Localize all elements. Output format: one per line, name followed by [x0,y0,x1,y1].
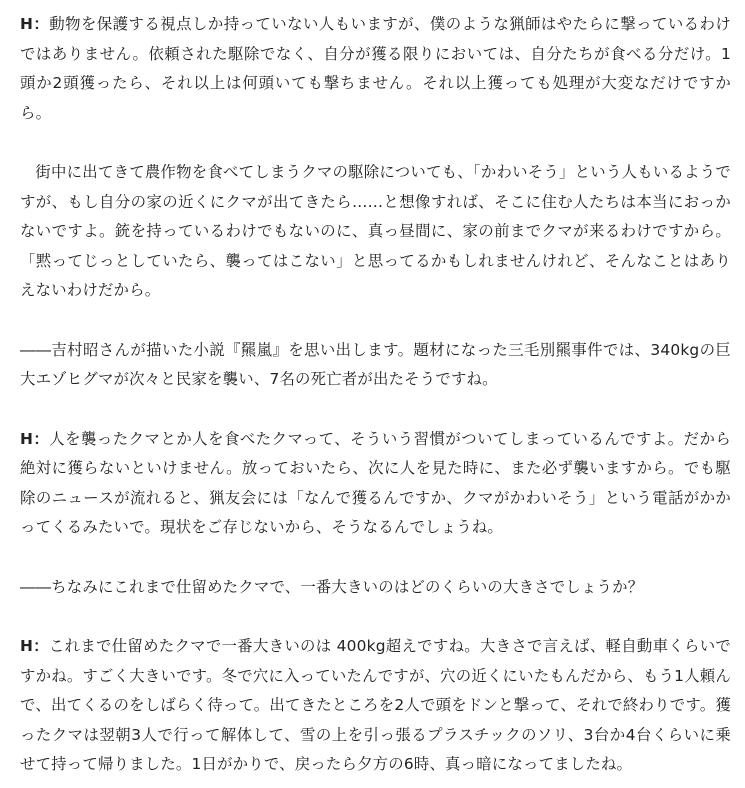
paragraph-text: ――ちなみにこれまで仕留めたクマで、一番大きいのはどのくらいの大きさでしょうか？ [20,577,644,596]
paragraph-text: ――吉村昭さんが描いた小説『羆嵐』を思い出します。題材になった三毛別羆事件では、340kgの巨大エゾヒグマが次々と民家を襲い、7名の死亡者が出たそうですね。 [20,340,731,388]
paragraph-text: 動物を保護する視点しか持っていない人もいますが、僕のような猟師はやたらに撃っているわけではありません。依頼された駆除でなく、自分が獲る限りにおいては、自分たちが食べる分だけ。1頭か2頭獲ったら、それ以上は何頭いても撃ちません。それ以上獲っても処理が大変なだけですから。 [20,15,731,122]
paragraph-text: 街中に出てきて農作物を食べてしまうクマの駆除についても、「かわいそう」という人もいるようですが、もし自分の家の近くにクマが出てきたら……と想像すれば、そこに住む人たちは本当におっかないですよ。銃を持っているわけでもないのに、真っ昼間に、家の前までクマが来るわけですから。「黙ってじっとしていたら、襲ってはこない」と思ってるかもしれませんけれど、そんなことはありえないわけだから。 [20,163,731,299]
speaker-label: H： [20,429,50,448]
paragraph-2 [20,158,731,306]
question-2 [20,573,731,603]
paragraph-3 [20,425,731,543]
paragraph-text: 人を襲ったクマとか人を食べたクマって、そういう習慣がついてしまっているんですよ。だから絶対に獲らないといけません。放っておいたら、次に人を見た時に、また必ず襲いますから。でも駆除のニュースが流れると、猟友会には「なんで獲るんですか、クマがかわいそう」という電話がかかってくるみたいで。現状をご存じないから、そうなるんでしょうね。 [20,429,731,536]
speaker-label: H： [20,15,50,33]
speaker-label: H： [20,637,49,655]
question-1 [20,336,731,395]
paragraph-text: これまで仕留めたクマで一番大きいのは 400kg超えですね。大きさで言えば、軽自動車くらいですかね。すごく大きいです。冬で穴に入っていたんですが、穴の近くにいたもんだから、もう1人頼んで、出てくるのをしばらく待って。出てきたところを2人で頭をドンと撃って、それで終わりです。獲ったクマは翌朝3人で行って解体して、雪の上を引っ張るプラスチックのソリ、3台か4台くらいに乗せて持って帰りました。1日がかりで、戻ったら夕方の6時、真っ暗になってましたね。 [20,637,732,773]
paragraph-4 [20,632,731,780]
paragraph-1 [20,10,731,128]
